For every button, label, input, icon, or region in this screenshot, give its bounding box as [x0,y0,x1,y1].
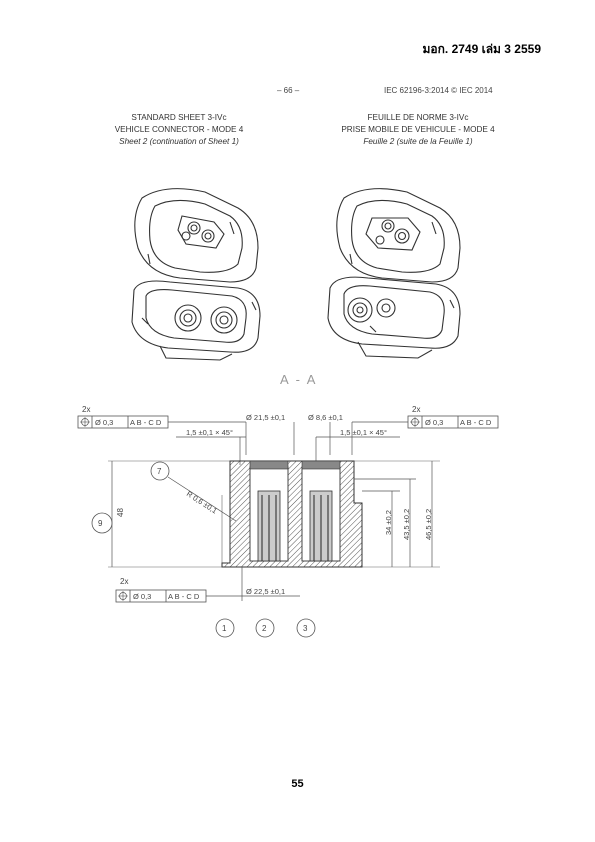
iec-standard-ref: IEC 62196-3:2014 © IEC 2014 [384,86,493,95]
tol-left-value: Ø 0,3 [95,418,114,427]
balloon-1-label: 1 [222,624,227,633]
dia-top-left: Ø 21,5 ±0,1 [246,413,286,422]
connector-isometric-right [322,178,477,363]
tolerance-frame-left [78,405,168,428]
tol-right-value: Ø 0,3 [425,418,444,427]
standard-sheet-title: STANDARD SHEET 3-IVc [131,113,227,122]
tol-bottom-mult: 2x [120,577,129,586]
tol-right-mult: 2x [412,405,421,414]
dim-v2: 43,5 ±0,2 [402,508,411,540]
cross-section-body [222,461,362,567]
section-label: A - A [280,372,318,387]
tol-bottom-datum: A B - C D [168,592,200,601]
dia-top-right: Ø 8,6 ±0,1 [308,413,343,422]
chamfer-right: 1,5 ±0,1 × 45° [340,428,387,437]
tolerance-frame-bottom [116,577,206,602]
connector-isometric-left [120,178,275,363]
tolerance-frame-right [408,405,498,428]
english-title-block [74,112,284,148]
tol-left-mult: 2x [82,405,91,414]
tol-left-datum: A B - C D [130,418,162,427]
balloon-7-label: 7 [157,467,162,476]
tol-right-datum: A B - C D [460,418,492,427]
feuille-suite: Feuille 2 (suite de la Feuille 1) [363,137,473,146]
prise-mobile-title: PRISE MOBILE DE VEHICULE - MODE 4 [341,125,495,134]
tol-bottom-value: Ø 0,3 [133,592,152,601]
connector-title: VEHICLE CONNECTOR - MODE 4 [114,125,244,134]
thai-standard-header: มอก. 2749 เล่ม 3 2559 [422,42,541,56]
cross-section-drawing [0,395,595,645]
balloon-3-label: 3 [303,624,308,633]
sheet-continuation: Sheet 2 (continuation of Sheet 1) [119,137,239,146]
balloon-9-label: 9 [98,519,103,528]
radius-label: R 0,6 ±0,1 [184,489,219,516]
iec-page-ref: – 66 – [277,86,300,95]
dia-bottom: Ø 22,5 ±0,1 [246,587,286,596]
balloon-2-label: 2 [262,624,267,633]
dim-left: 48 [116,508,125,517]
chamfer-left: 1,5 ±0,1 × 45° [186,428,233,437]
french-title-block [308,112,528,148]
page-number: 55 [291,778,304,790]
dim-v3: 46,5 ±0,2 [424,508,433,540]
dim-v1: 34 ±0,2 [384,510,393,535]
feuille-norme-title: FEUILLE DE NORME 3-IVc [367,113,469,122]
